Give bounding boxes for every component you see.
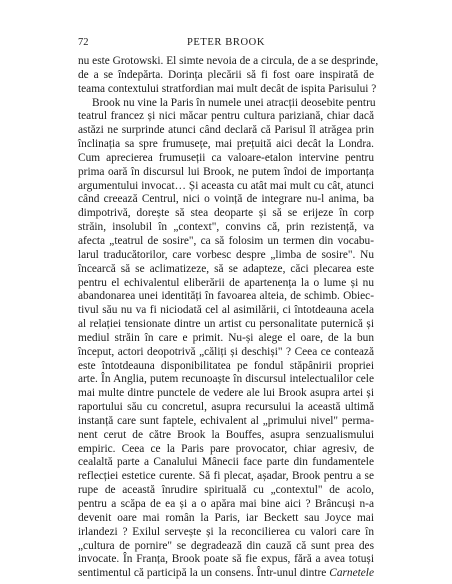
paragraph	[78, 97, 374, 582]
text-line: mediul străin în care e primit. Nu-și alege el oare, de la bun	[78, 331, 374, 344]
body-text	[78, 55, 379, 581]
text-line: invocate. În Franța, Brook poate să fie expus, fără a avea totuși	[78, 553, 374, 566]
text-line: sentimentul că participă la un consens. Într-unul dintre Carnetele	[78, 567, 374, 580]
text-line: rupe de această înrudire spirituală cu „contextul" de acolo,	[78, 484, 374, 497]
page-header	[78, 36, 374, 50]
text-line: când creează Centrul, nici o voință de integrare nu-l anima, ba	[78, 193, 374, 206]
text-line: început, actori deopotrivă „căliți și deschiși" ? Ceea ce contează	[78, 345, 374, 358]
text-line: argumentului invocat… Și aceasta cu atât mai mult cu cât, atunci	[78, 179, 374, 192]
text-line: Cum aprecierea frumuseții ca valoare-etalon intervine pentru	[78, 151, 374, 164]
page-number: 72	[78, 37, 89, 48]
text-line: empiric. Ceea ce la Paris pare provocator, chiar agresiv, de	[78, 442, 374, 455]
text-line: raportului său cu concretul, asupra recursului la această ultimă	[78, 401, 374, 414]
text-line: astăzi ne surprinde atunci când declară că Parisul îl atrăgea prin	[78, 124, 374, 137]
text-line: tivul său nu va fi niciodată cel al asimilării, ci întotdeauna acela	[78, 304, 374, 317]
text-line: prima oară în discursul lui Brook, ne putem îndoi de importanța	[78, 165, 374, 178]
text-line: larul traducătorilor, care vorbesc despre „limba de sosire". Nu	[78, 248, 374, 261]
text-line: Brook nu vine la Paris în numele unei atracții deosebite pentru	[92, 96, 376, 109]
text-line: teatrul francez și nici măcar pentru cultura pariziană, chiar dacă	[78, 110, 374, 123]
text-line: devenit oare mai român la Paris, iar Beckett sau Joyce mai	[78, 511, 374, 524]
text-line: afecta „teatrul de sosire", ca să folosim un termen din vocabu-	[78, 234, 374, 247]
text-line: străin, insolubil în „context", convins că, prin rezistență, va	[78, 221, 374, 234]
text-line: „cultura de pornire" se degradează din cauză că sunt prea des	[78, 539, 374, 552]
text-line: încearcă să se aclimatizeze, să se adapteze, căci plecarea este	[78, 262, 374, 275]
text-line: abandonarea unei identități în favoarea alteia, de schimb. Obiec-	[78, 290, 374, 303]
text-line: pentru a scăpa de ea și a o apăra mai bine aici ? Brâncuși n-a	[78, 498, 374, 510]
text-line: pentru el echivalentul eliberării de apartenența la o lume și nu	[78, 276, 374, 289]
text-line: nu este Grotowski. El simte nevoia de a circula, de a se desprinde,	[78, 55, 379, 67]
text-line: este întotdeauna disponibilitatea pe fondul stăpânirii propriei	[78, 359, 374, 372]
text-line: cealaltă parte a Canalului Mânecii face parte din fundamentele	[78, 456, 374, 469]
text-line: mai multe dintre punctele de vedere ale lui Brook asupra artei și	[78, 387, 374, 400]
text-line: instanță care sunt faptele, echivalent al „primului nivel" perma-	[78, 414, 374, 427]
text-line: dimpotrivă, dorește să stea deoparte și să se erijeze în corp	[78, 207, 374, 220]
text-line: al relației tensionate dintre un artist cu personalitate puternică și	[78, 318, 374, 331]
text-line: nent cerut de către Brook la Bouffes, asupra senzualismului	[78, 428, 374, 441]
text-line: teama contextului stratfordian mai mult decât de ispita Parisului ?	[78, 82, 377, 95]
text-line: înclinația sa spre frumusețe, mai prețuită aici decât la Londra.	[78, 138, 374, 151]
text-line: de a se îndepărta. Dorința plecării să fi fost oare inspirată de	[78, 68, 374, 81]
text-line: irlandezi ? Exilul servește și la reconcilierea cu valori care în	[78, 525, 374, 538]
text-line: reflecției estetice curente. Să fi plecat, așadar, Brook pentru a se	[78, 470, 374, 483]
paragraph	[78, 55, 379, 97]
running-head: PETER BROOK	[186, 37, 266, 48]
text-line: arte. În Anglia, putem recunoaște în discursul intelectualilor cele	[78, 373, 374, 386]
